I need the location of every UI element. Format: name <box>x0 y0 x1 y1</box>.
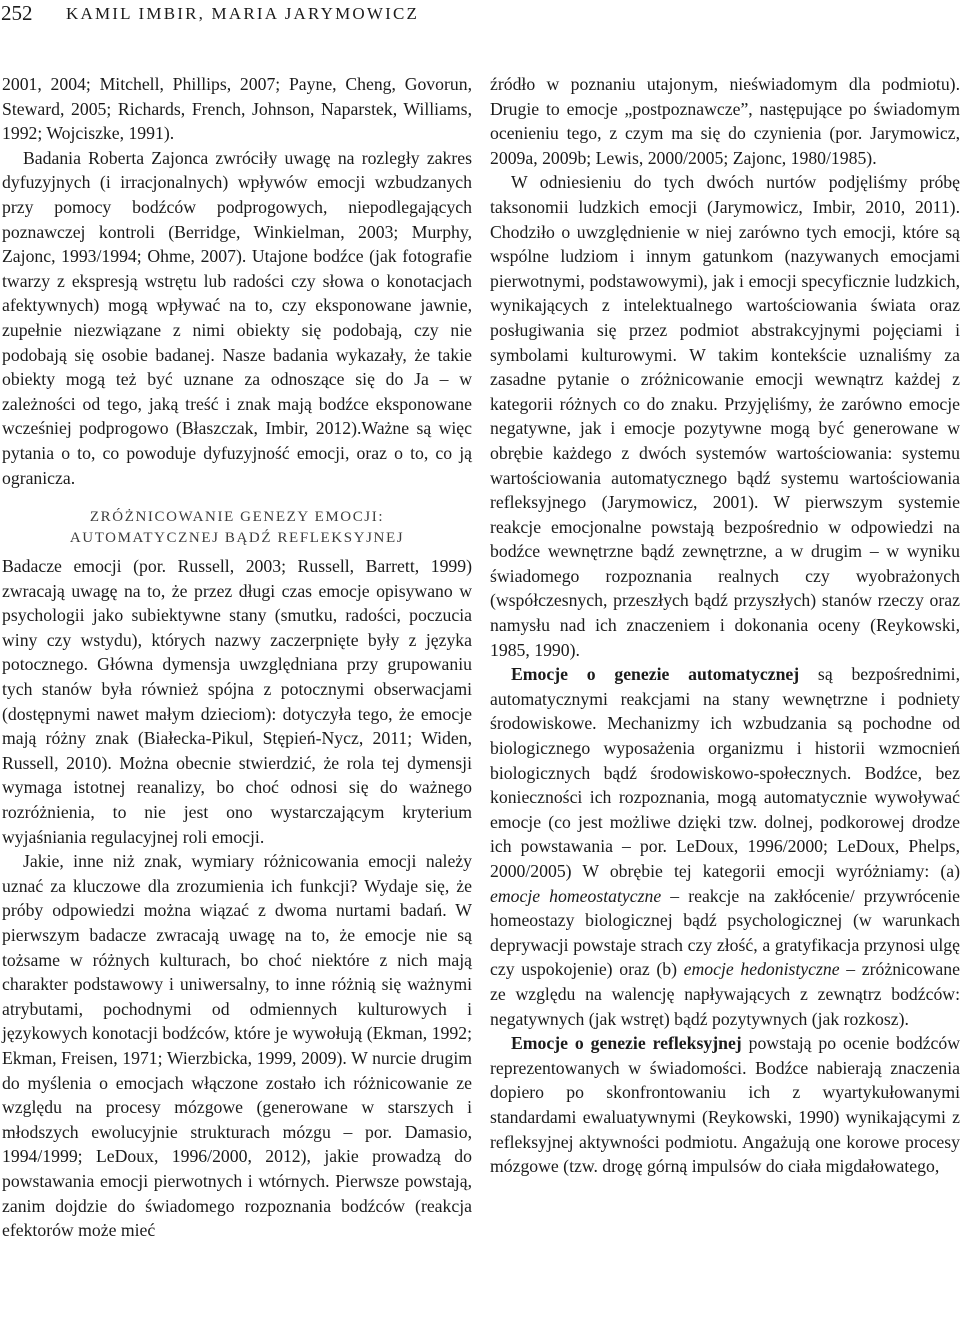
text-run: – reakcje na zakłócenie/ przywrócenie homeostazy biologicznej bądź psychologicznej (w warunkach deprywacji powstaje strach czy złość, a gratyfikacja przynosi ulgę czy uspokojenie) oraz (b) <box>490 885 960 980</box>
running-head-authors: KAMIL IMBIR, MARIA JARYMOWICZ <box>66 4 420 23</box>
text-run: – zróżnicowane ze względu na walencję napływających z zewnątrz bodźców: negatywnych (jak wstręt) bądź pozytywnych (jak rozkosz). <box>490 959 960 1029</box>
paragraph: 2001, 2004; Mitchell, Phillips, 2007; Payne, Cheng, Govorun, Steward, 2005; Richards, French, Johnson, Naparstek, Williams, 1992; Wojciszke, 1991). <box>2 74 472 144</box>
text-run: są bezpośrednimi, automatycznymi reakcjami na stany wewnętrzne i podniety środowiskowe. Mechanizmy ich wzbudzania są pochodne od biologicznego wyposażenia organizmu i historii wzmocnień biologicznych bądź środowiskowo-społecznych. Bodźce, bez konieczności ich rozpoznania, mogą automatycznie wywoływać emocje (co jest możliwe dzięki tzw. dolnej, podkorowej drodze ich powstawania – por. LeDoux, 1996/2000; LeDoux, Phelps, 2000/2005) W obrębie tej kategorii emocji wyróżniamy: (a) <box>490 664 960 881</box>
left-text-column <box>2 72 472 1243</box>
paragraph <box>490 1031 960 1179</box>
text-run: powstają po ocenie bodźców reprezentowanych w świadomości. Bodźce nabierają znaczenia dopiero po skonfrontowaniu ich z wyartykułowanymi standardami ewaluatywnymi (Reykowski, 1990) wynikającymi z refleksyjnej aktywności podmiotu. Angażują one korowe procesy mózgowe (tzw. drogę górną impulsów do ciała migdałowatego, <box>490 1033 960 1177</box>
paragraph: Badania Roberta Zajonca zwróciły uwagę na rozległy zakres dyfuzyjnych (i irracjonalnych) wpływów emocji wzbudzanych przy pomocy bodźców podprogowych, niepodlegających poznawczej kontroli (Berridge, Winkielman, 2003; Murphy, Zajonc, 1993/1994; Ohme, 2007). Utajone bodźce (jak fotografie twarzy z ekspresją wstrętu lub radości czy słowa o konotacjach afektywnych) mogą wpływać na to, czy eksponowane jawnie, zupełnie niezwiązane z nimi obiekty się podobają, czy nie podobają się osobie badanej. Nasze badania wykazały, że takie obiekty mogą też być uznane za odnoszące się do Ja – w zależności od tego, jaką treść i znak mają bodźce eksponowane wcześniej podprogowo (Błaszczak, Imbir, 2012).Ważne są więc pytania o to, co powoduje dyfuzyjność emocji, oraz o to, co ją ogranicza. <box>2 147 472 488</box>
paragraph: źródło w poznaniu utajonym, nieświadomym dla podmiotu). Drugie to emocje „postpoznawcze”, następujące po świadomym ocenieniu tego, z czym ma się do czynienia (por. Jarymowicz, 2009a, 2009b; Lewis, 2000/2005; Zajonc, 1980/1985). <box>490 74 960 168</box>
italic-term: emocje hedonistyczne <box>683 959 840 980</box>
bold-term: Emocje o genezie automatycznej <box>511 664 800 685</box>
running-header <box>0 0 960 46</box>
bold-term: Emocje o genezie refleksyjnej <box>511 1033 742 1054</box>
paragraph: Jakie, inne niż znak, wymiary różnicowania emocji należy uznać za kluczowe dla zrozumienia ich funkcji? Wydaje się, że próby odpowiedzi można wiązać z dwoma nurtami badań. W pierwszym badacze zwracają uwagę na to, że emocje nie są tożsame w różnych kulturach, bo choć niektóre z nich mają charakter podstawowy i uniwersalny, to inne różnią się ważnymi atrybutami, pochodnymi od odmiennych kulturowych i językowych konotacji bodźców, które je wywołują (Ekman, 1992; Ekman, Freisen, 1971; Wierzbicka, 1999, 2009). W nurcie drugim do myślenia o emocjach włączone zostało ich różnicowanie ze względu na procesy mózgowe (generowane w starszych i młodszych ewolucyjnie strukturach mózgu – por. Damasio, 1994/1999; LeDoux, 1996/2000, 2012), jakie prowadzą do powstawania emocji pierwotnych i wtórnych. Pierwsze powstają, zanim dojdzie do świadomego rozpoznania bodźców (reakcja efektorów może mieć <box>2 851 472 1241</box>
section-heading-line: ZRÓŻNICOWANIE GENEZY EMOCJI: <box>89 509 385 526</box>
paragraph <box>490 662 960 1031</box>
paragraph: Badacze emocji (por. Russell, 2003; Russell, Barrett, 1999) zwracają uwagę na to, że przez długi czas emocje opisywano w psychologii jako subiektywne stany (smutku, radości, poczucia winy czy wstydu), których nazwy zaczerpnięte były z języka potocznego. Główna dymensja uwzględniana przy grupowaniu tych stanów była również spójna z potocznymi obserwacjami (dostępnymi nawet małym dzieciom): dotyczyła tego, że emocje mają różny znak (Białecka-Pikul, Stępień-Nycz, 2011; Widen, Russell, 2010). Można obecnie stwierdzić, że rola tej dymensji wymaga istotnej reanalizy, bo choć odnosi się do ważnego rozróżnienia, to nie jest ono wystarczającym kryterium wyjaśniania regulacyjnej roli emocji. <box>2 556 472 847</box>
page-number: 252 <box>1 1 33 25</box>
section-heading <box>2 507 472 549</box>
right-text-column <box>490 72 960 1179</box>
paragraph: W odniesieniu do tych dwóch nurtów podjęliśmy próbę taksonomii ludzkich emocji (Jarymowicz, Imbir, 2010, 2011). Chodziło o uwzględnienie w niej zarówno tych emocji, które są wspólne ludziom i innym gatunkom (nazywanych emocjami pierwotnymi, podstawowymi), jak i emocji specyficznie ludzkich, wynikających z intelektualnego wartościowania świata oraz posługiwania się przez podmiot abstrakcyjnymi pojęciami i symbolami kulturowymi. W takim kontekście uznaliśmy za zasadne pytanie o zróżnicowanie emocji wewnątrz każdej z kategorii różnych co do znaku. Przyjęliśmy, że zarówno emocje negatywne, jak i emocje pozytywne mogą być generowane w obrębie każdego z dwóch systemów wartościowania: systemu wartościowania automatycznego bądź systemu wartościowania refleksyjnego (Jarymowicz, 2001). W pierwszym systemie reakcje emocjonalne powstają bezpośrednio w odpowiedzi na bodźce wewnętrzne bądź zewnętrzne, a w drugim – w wyniku świadomego rozpoznania realnych czy wyobrażonych (współczesnych, przeszłych bądź przyszłych) stanów rzeczy oraz namysłu nad ich znaczeniem i dokonania oceny (Reykowski, 1985, 1990). <box>490 172 960 660</box>
italic-term: emocje homeostatyczne <box>490 885 662 906</box>
section-heading-line: AUTOMATYCZNEJ BĄDŹ REFLEKSYJNEJ <box>69 530 405 547</box>
